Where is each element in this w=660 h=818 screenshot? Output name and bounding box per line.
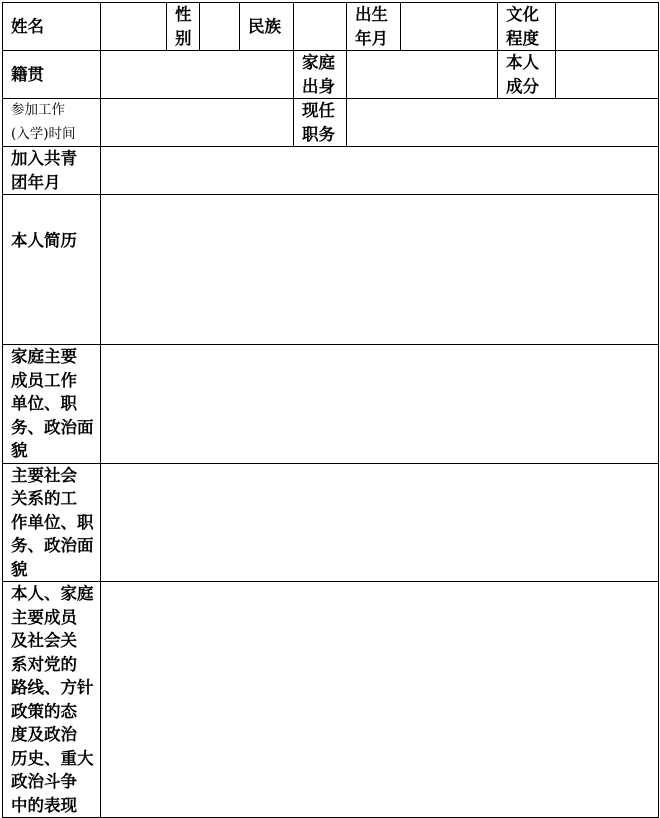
education-value-cell[interactable] xyxy=(556,3,659,51)
social-relations-label: 主要社会 关系的工 作单位、职 务、政治面 貌 xyxy=(3,463,101,582)
resume-value-cell[interactable] xyxy=(101,195,659,345)
form-row-origin xyxy=(3,51,659,99)
name-value-cell[interactable] xyxy=(101,3,167,51)
gender-value-cell[interactable] xyxy=(200,3,240,51)
name-label: 姓名 xyxy=(3,3,101,51)
birth-date-value-cell[interactable] xyxy=(401,3,498,51)
social-relations-value-cell[interactable] xyxy=(101,463,659,582)
league-join-date-value-cell[interactable] xyxy=(101,147,659,195)
work-start-time-value-cell[interactable] xyxy=(101,99,294,147)
current-position-label: 现任 职务 xyxy=(294,99,347,147)
personal-status-label: 本人 成分 xyxy=(498,51,556,99)
form-row-work xyxy=(3,99,659,147)
birth-date-label: 出生 年月 xyxy=(347,3,401,51)
family-background-label: 家庭 出身 xyxy=(294,51,347,99)
resume-label: 本人简历 xyxy=(3,195,101,345)
personal-status-value-cell[interactable] xyxy=(556,51,659,99)
family-members-label: 家庭主要 成员工作 单位、职 务、政治面 貌 xyxy=(3,345,101,464)
gender-label: 性 别 xyxy=(167,3,200,51)
form-row-league xyxy=(3,147,659,195)
league-join-date-label: 加入共青 团年月 xyxy=(3,147,101,195)
education-label: 文化 程度 xyxy=(498,3,556,51)
registration-form-table xyxy=(2,2,659,818)
form-row-political-attitude xyxy=(3,582,659,818)
ethnicity-value-cell[interactable] xyxy=(294,3,347,51)
form-row-social-relations xyxy=(3,463,659,582)
family-members-value-cell[interactable] xyxy=(101,345,659,464)
form-row-family-members xyxy=(3,345,659,464)
work-start-time-label: 参加工作 (入学)时间 xyxy=(3,99,101,147)
political-attitude-value-cell[interactable] xyxy=(101,582,659,818)
current-position-value-cell[interactable] xyxy=(347,99,659,147)
political-attitude-label: 本人、家庭 主要成员 及社会关 系对党的 路线、方针 政策的态 度及政治 历史、重大 政治斗争 中的表现 xyxy=(3,582,101,818)
native-place-value-cell[interactable] xyxy=(101,51,294,99)
family-background-value-cell[interactable] xyxy=(347,51,498,99)
form-row-resume xyxy=(3,195,659,345)
form-row-basic-info xyxy=(3,3,659,51)
native-place-label: 籍贯 xyxy=(3,51,101,99)
ethnicity-label: 民族 xyxy=(240,3,294,51)
